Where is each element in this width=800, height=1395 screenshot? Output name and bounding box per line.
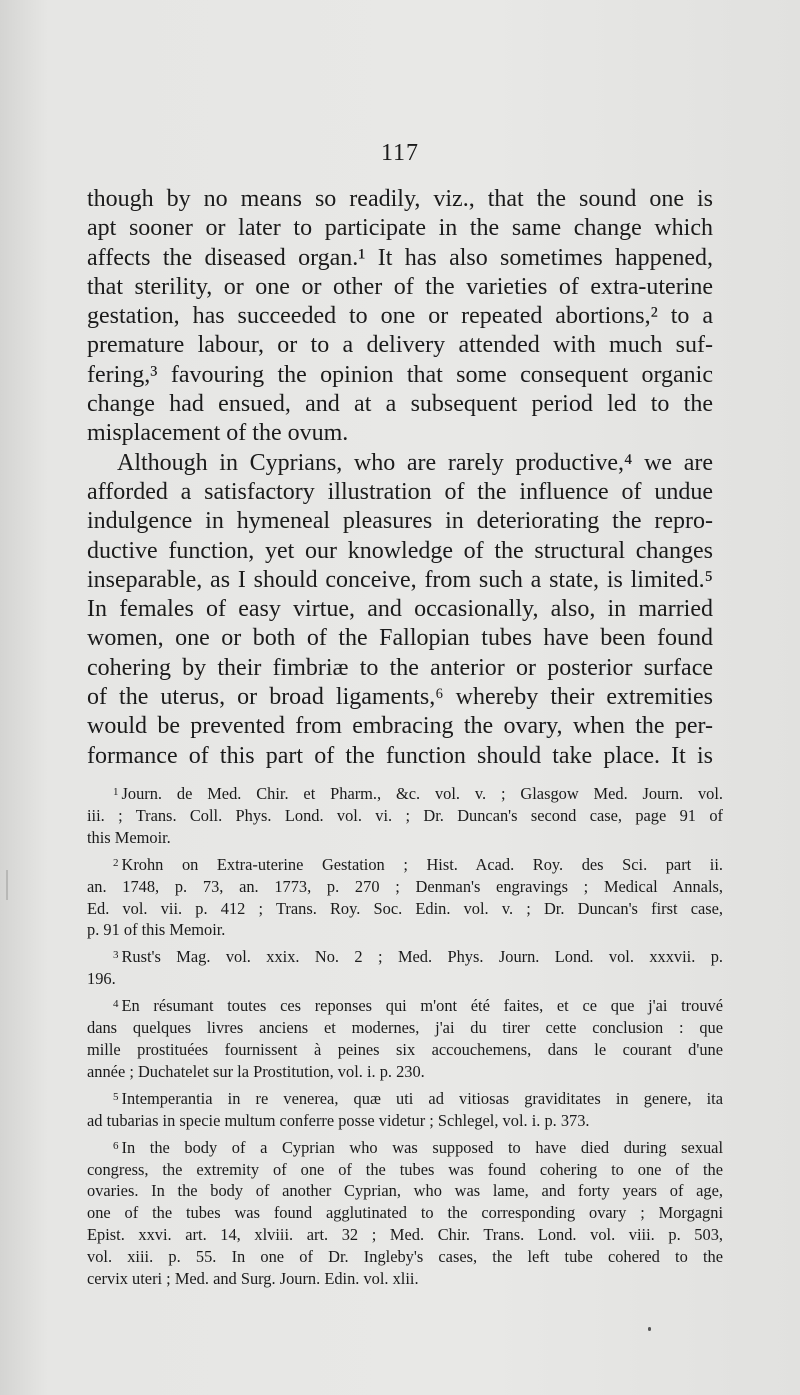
footnote-line: Ed. vol. vii. p. 412 ; Trans. Roy. Soc. Edin. vol. v. ; Dr. Duncan's first case, bbox=[87, 898, 723, 918]
page-number: 117 bbox=[380, 140, 420, 166]
footnote-line: $^3$ Rust's Mag. vol. xxix. No. 2 ; Med. Phys. Journ. Lond. vol. xxxvii. p. bbox=[113, 947, 723, 967]
footnote-line: one of the tubes was found agglutinated to the corresponding ovary ; Morgagni bbox=[87, 1203, 723, 1223]
footnote bbox=[87, 994, 723, 1083]
body-line: afforded a satisfactory illustration of the influence of undue bbox=[87, 478, 713, 505]
body-line: cohering by their fimbriæ to the anterior or posterior surface bbox=[87, 654, 713, 681]
footnote bbox=[87, 945, 723, 990]
body-line: inseparable, as I should conceive, from such a state, is limited.⁵ bbox=[87, 566, 713, 593]
body-line: change had ensued, and at a subsequent period led to the bbox=[87, 391, 713, 418]
body-line: Although in Cyprians, who are rarely productive,⁴ we are bbox=[117, 449, 713, 476]
footnote-line: $^2$ Krohn on Extra-uterine Gestation ; Hist. Acad. Roy. des Sci. part ii. bbox=[113, 854, 723, 874]
body-line: misplacement of the ovum. bbox=[87, 420, 349, 447]
body-line: apt sooner or later to participate in the same change which bbox=[87, 215, 713, 242]
footnote-line: $^4$ En résumant toutes ces reponses qui m'ont été faites, et ce que j'ai trouvé bbox=[113, 996, 723, 1016]
body-line: affects the diseased organ.¹ It has also sometimes happened, bbox=[87, 244, 713, 271]
footnote-mark: 4 bbox=[113, 998, 119, 1011]
footnote bbox=[87, 1087, 723, 1132]
body-line: of the uterus, or broad ligaments,⁶ whereby their extremities bbox=[87, 684, 713, 711]
body-line: premature labour, or to a delivery attended with much suf- bbox=[87, 332, 713, 359]
footnote-line: ovaries. In the body of another Cyprian, who was lame, and forty years of age, bbox=[87, 1181, 723, 1201]
page-edge-mark bbox=[6, 870, 8, 900]
footnote-line: vol. xiii. p. 55. In one of Dr. Ingleby's cases, the left tube cohered to the bbox=[87, 1247, 723, 1267]
body-line: fering,³ favouring the opinion that some consequent organic bbox=[87, 361, 713, 388]
footnote-mark: 5 bbox=[113, 1090, 119, 1103]
body-line: formance of this part of the function should take place. It is bbox=[87, 742, 713, 769]
footnote-line: année ; Duchatelet sur la Prostitution, vol. i. p. 230. bbox=[87, 1061, 425, 1081]
footnote-mark: 2 bbox=[113, 856, 119, 869]
body-line: gestation, has succeeded to one or repeated abortions,² to a bbox=[87, 303, 713, 330]
ink-speck bbox=[648, 1327, 651, 1331]
body-line: In females of easy virtue, and occasionally, also, in married bbox=[87, 596, 713, 623]
footnote bbox=[87, 782, 723, 849]
footnote-line: dans quelques livres anciens et modernes, j'ai du tirer cette conclusion : que bbox=[87, 1018, 723, 1038]
footnote-mark: 6 bbox=[113, 1139, 119, 1152]
footnote-line: ad tubarias in specie multum conferre posse videtur ; Schlegel, vol. i. p. 373. bbox=[87, 1110, 590, 1130]
footnotes bbox=[87, 782, 723, 1294]
footnote-line: congress, the extremity of one of the tubes was found cohering to one of the bbox=[87, 1159, 723, 1179]
body-line: that sterility, or one or other of the varieties of extra-uterine bbox=[87, 273, 713, 300]
footnote-mark: 1 bbox=[113, 786, 119, 798]
body-line: would be prevented from embracing the ovary, when the per- bbox=[87, 713, 713, 740]
body-text bbox=[87, 185, 713, 771]
footnote-line: iii. ; Trans. Coll. Phys. Lond. vol. vi. ; Dr. Duncan's second case, page 91 of bbox=[87, 805, 723, 825]
footnote-line: 196. bbox=[87, 969, 116, 989]
footnote-line: this Memoir. bbox=[87, 827, 171, 847]
body-line: though by no means so readily, viz., that the sound one is bbox=[87, 186, 713, 212]
footnote-line: $^1$ Journ. de Med. Chir. et Pharm., &c. vol. v. ; Glasgow Med. Journ. vol. bbox=[113, 784, 723, 803]
body-line: women, one or both of the Fallopian tubes have been found bbox=[87, 625, 713, 652]
footnote-line: Epist. xxvi. art. 14, xlviii. art. 32 ; Med. Chir. Trans. Lond. vol. viii. p. 503, bbox=[87, 1225, 723, 1245]
footnote-line: $^6$ In the body of a Cyprian who was supposed to have died during sexual bbox=[113, 1137, 723, 1157]
footnote bbox=[87, 1136, 723, 1290]
footnote-line: cervix uteri ; Med. and Surg. Journ. Edin. vol. xlii. bbox=[87, 1269, 419, 1289]
body-line: indulgence in hymeneal pleasures in deteriorating the repro- bbox=[87, 508, 713, 535]
footnote-line: an. 1748, p. 73, an. 1773, p. 270 ; Denman's engravings ; Medical Annals, bbox=[87, 876, 723, 896]
body-line: ductive function, yet our knowledge of the structural changes bbox=[87, 537, 713, 564]
footnote-mark: 3 bbox=[113, 949, 119, 962]
footnote-line: mille prostituées fournissent à peines six accouchemens, dans le courant d'une bbox=[87, 1039, 723, 1059]
footnote-line: $^5$ Intemperantia in re venerea, quæ uti ad vitiosas graviditates in genere, ita bbox=[113, 1088, 723, 1108]
footnote-line: p. 91 of this Memoir. bbox=[87, 920, 226, 940]
footnote bbox=[87, 853, 723, 942]
